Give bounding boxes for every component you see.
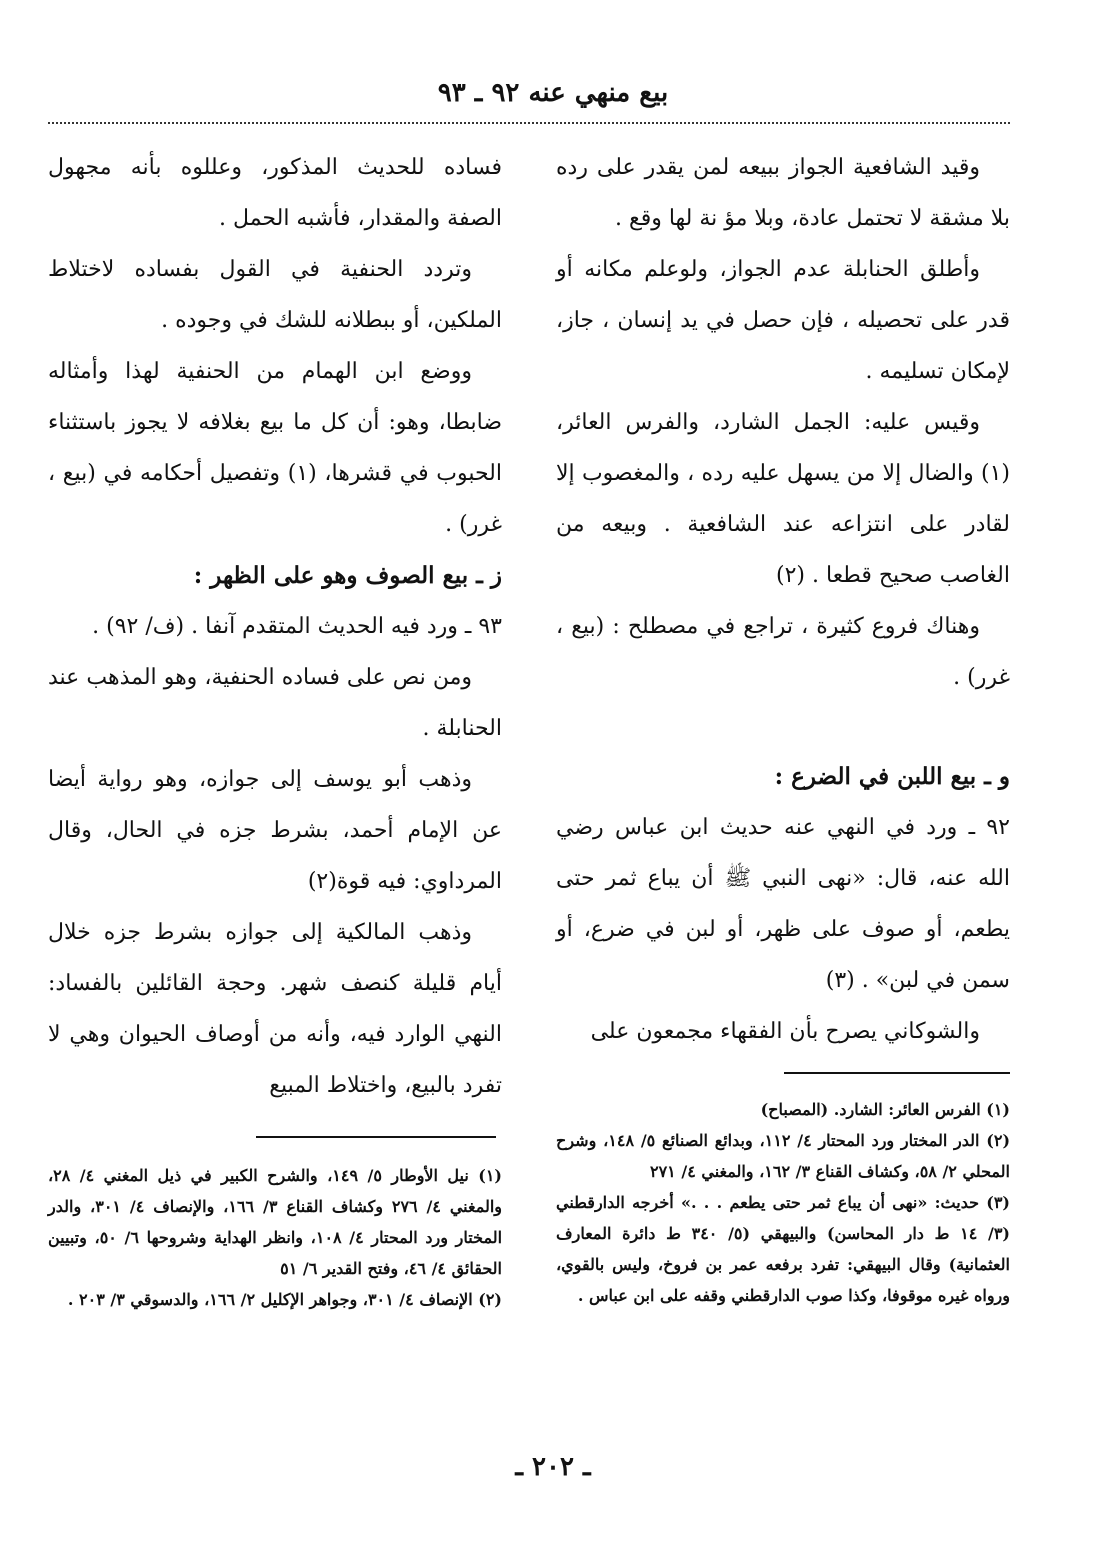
- paragraph: ٩٢ ـ ورد في النهي عنه حديث ابن عباس رضي الله عنه، قال: «نهى النبي ﷺ أن يباع ثمر حتى يطعم، أو صوف على ظهر، أو لبن في ضرع، أو سمن في لبن» . (٣): [556, 815, 1010, 993]
- paragraph: فساده للحديث المذكور، وعللوه بأنه مجهول الصفة والمقدار، فأشبه الحمل .: [48, 155, 502, 231]
- paragraph: ومن نص على فساده الحنفية، وهو المذهب عند الحنابلة .: [48, 665, 502, 741]
- paragraph: وأطلق الحنابلة عدم الجواز، ولوعلم مكانه أو قدر على تحصيله ، فإن حصل في يد إنسان ، جاز، لإمكان تسليمه .: [556, 257, 1010, 384]
- footnote: (١) الفرس العائر: الشارد. (المصباح): [760, 1100, 1010, 1119]
- footnote: (١) نيل الأوطار ٥/ ١٤٩، والشرح الكبير في ذيل المغني ٤/ ٢٨، والمغني ٤/ ٢٧٦ وكشاف القناع ٣/ ١٦٦، والإنصاف ٤/ ٣٠١، والدر المختار ورد المحتار ٤/ ١٠٨، وانظر الهداية وشروحها ٦/ ٥٠، وتبيين الحقائق ٤/ ٤٦، وفتح القدير ٦/ ٥١: [48, 1166, 503, 1278]
- paragraph: وذهب أبو يوسف إلى جوازه، وهو رواية أيضا عن الإمام أحمد، بشرط جزه في الحال، وقال المرداوي: فيه قوة(٢): [48, 767, 502, 894]
- paragraph: ٩٣ ـ ورد فيه الحديث المتقدم آنفا . (ف/ ٩٢) .: [92, 614, 502, 639]
- paragraph: وقيد الشافعية الجواز ببيعه لمن يقدر على رده بلا مشقة لا تحتمل عادة، وبلا مؤ نة لها وقع .: [556, 155, 1010, 231]
- header-divider: [48, 122, 1010, 124]
- footnote: (٣) حديث: «نهى أن يباع ثمر حتى يطعم . . .» أخرجه الدارقطني (٣/ ١٤ ط دار المحاسن) والبيهقي (٥/ ٣٤٠ ط دائرة المعارف العثمانية) وقال البيهقي: تفرد برفعه عمر بن فروخ، وليس بالقوي، ورواه غيره موقوفا، وكذا صوب الدارقطني وقفه على ابن عباس .: [556, 1193, 1010, 1305]
- footnotes-left: [48, 1160, 502, 1315]
- section-heading: و ـ بيع اللبن في الضرع :: [774, 763, 1010, 790]
- footnote-separator: [784, 1072, 1010, 1074]
- paragraph: والشوكاني يصرح بأن الفقهاء مجمعون على: [590, 1019, 980, 1044]
- left-column: [48, 142, 502, 1111]
- page-number: ـ ٢٠٢ ـ: [515, 1452, 591, 1482]
- footnote: (٢) الإنصاف ٤/ ٣٠١، وجواهر الإكليل ٢/ ١٦٦، والدسوقي ٣/ ٢٠٣ .: [67, 1290, 502, 1309]
- section-heading: ز ـ بيع الصوف وهو على الظهر :: [193, 562, 502, 589]
- right-column: [556, 142, 1010, 1057]
- paragraph: وتردد الحنفية في القول بفساده لاختلاط الملكين، أو ببطلانه للشك في وجوده .: [48, 257, 502, 333]
- footnote: (٢) الدر المختار ورد المحتار ٤/ ١١٢، وبدائع الصنائع ٥/ ١٤٨، وشرح المحلي ٢/ ٥٨، وكشاف القناع ٣/ ١٦٢، والمغني ٤/ ٢٧١: [556, 1131, 1011, 1181]
- page-header: بيع منهي عنه ٩٢ ـ ٩٣: [437, 78, 669, 108]
- paragraph: وذهب المالكية إلى جوازه بشرط جزه خلال أيام قليلة كنصف شهر. وحجة القائلين بالفساد: النهي الوارد فيه، وأنه من أوصاف الحيوان وهي لا تفرد بالبيع، واختلاط المبيع: [48, 920, 502, 1098]
- paragraph: وقيس عليه: الجمل الشارد، والفرس العائر، (١) والضال إلا من يسهل عليه رده ، والمغصوب إلا لقادر على انتزاعه عند الشافعية . وبيعه من الغاصب صحيح قطعا . (٢): [556, 410, 1010, 588]
- footnotes-right: [556, 1094, 1010, 1311]
- footnote-separator: [256, 1136, 496, 1138]
- paragraph: وهناك فروع كثيرة ، تراجع في مصطلح : (بيع ، غرر) .: [556, 614, 1010, 690]
- paragraph: ووضع ابن الهمام من الحنفية لهذا وأمثاله ضابطا، وهو: أن كل ما بيع بغلافه لا يجوز باستثناء الحبوب في قشرها، (١) وتفصيل أحكامه في (بيع ، غرر) .: [48, 359, 502, 537]
- section-spacer: [556, 703, 1010, 751]
